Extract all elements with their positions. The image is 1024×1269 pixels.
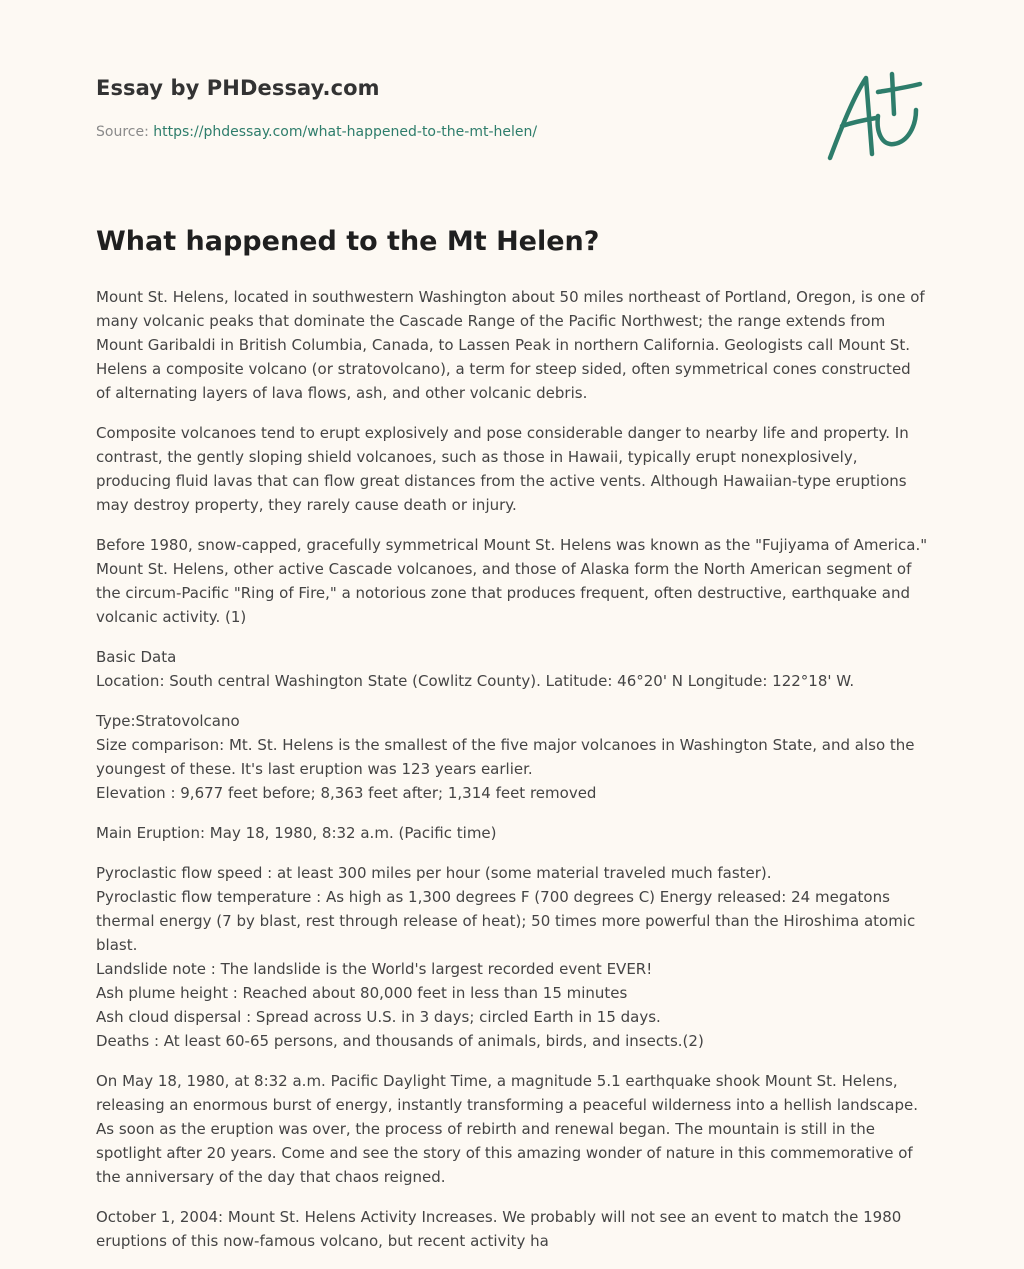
site-brand: Essay by PHDessay.com (96, 76, 380, 100)
size-line: Size comparison: Mt. St. Helens is the smallest of the five major volcanoes in Washington State, and also the youngest of these. It's last eruption was 123 years earlier. (96, 736, 915, 778)
deaths-line: Deaths : At least 60-65 persons, and thousands of animals, birds, and insects.(2) (96, 1032, 704, 1050)
elevation-line: Elevation : 9,677 feet before; 8,363 feet after; 1,314 feet removed (96, 784, 597, 802)
basic-data-heading: Basic Data (96, 648, 177, 666)
paragraph: Mount St. Helens, located in southwestern Washington about 50 miles northeast of Portland, Oregon, is one of many volcanic peaks that dominate the Cascade Range of the Pacific Northwest; the range extends from Mount Garibaldi in British Columbia, Canada, to Lassen Peak in northern California. Geologists call Mount St. Helens a composite volcano (or stratovolcano), a term for steep sided, often symmetrical cones constructed of alternating layers of lava flows, ash, and other volcanic debris. (96, 288, 925, 402)
source-link[interactable]: https://phdessay.com/what-happened-to-the-mt-helen/ (153, 124, 538, 140)
eruption-stats-block (96, 861, 928, 1053)
ash-plume-line: Ash plume height : Reached about 80,000 feet in less than 15 minutes (96, 984, 628, 1002)
source-line (96, 124, 537, 140)
paragraph: Composite volcanoes tend to erupt explosively and pose considerable danger to nearby life and property. In contrast, the gently sloping shield volcanoes, such as those in Hawaii, typically erupt nonexplosively, producing fluid lavas that can flow great distances from the active vents. Although Hawaiian-type eruptions may destroy property, they rarely cause death or injury. (96, 424, 909, 514)
essay-body (96, 285, 928, 1269)
ash-cloud-line: Ash cloud dispersal : Spread across U.S. in 3 days; circled Earth in 15 days. (96, 1008, 661, 1026)
landslide-line: Landslide note : The landslide is the World's largest recorded event EVER! (96, 960, 653, 978)
type-block (96, 709, 928, 805)
a-plus-logo (820, 66, 930, 166)
paragraph: October 1, 2004: Mount St. Helens Activity Increases. We probably will not see an event to match the 1980 eruptions of this now-famous volcano, but recent activity ha (96, 1208, 902, 1250)
flow-speed-line: Pyroclastic flow speed : at least 300 miles per hour (some material traveled much faster). (96, 864, 772, 882)
paragraph: Before 1980, snow-capped, gracefully symmetrical Mount St. Helens was known as the "Fujiyama of America." Mount St. Helens, other active Cascade volcanoes, and those of Alaska form the North American segment of the circum-Pacific "Ring of Fire," a notorious zone that produces frequent, often destructive, earthquake and volcanic activity. (1) (96, 536, 928, 626)
source-label: Source: (96, 124, 149, 140)
basic-data-block (96, 645, 928, 693)
essay-title: What happened to the Mt Helen? (96, 226, 600, 257)
location-line: Location: South central Washington State (Cowlitz County). Latitude: 46°20' N Longitude: 122°18' W. (96, 672, 855, 690)
main-eruption-line: Main Eruption: May 18, 1980, 8:32 a.m. (Pacific time) (96, 824, 497, 842)
paragraph: On May 18, 1980, at 8:32 a.m. Pacific Daylight Time, a magnitude 5.1 earthquake shook Mount St. Helens, releasing an enormous burst of energy, instantly transforming a peaceful wilderness into a hellish landscape. As soon as the eruption was over, the process of rebirth and renewal began. The mountain is still in the spotlight after 20 years. Come and see the story of this amazing wonder of nature in this commemorative of the anniversary of the day that chaos reigned. (96, 1072, 918, 1186)
flow-temperature-line: Pyroclastic flow temperature : As high as 1,300 degrees F (700 degrees C) Energy released: 24 megatons thermal energy (7 by blast, rest through release of heat); 50 times more powerful than the Hiroshima atomic blast. (96, 888, 916, 954)
type-line: Type:Stratovolcano (96, 712, 240, 730)
